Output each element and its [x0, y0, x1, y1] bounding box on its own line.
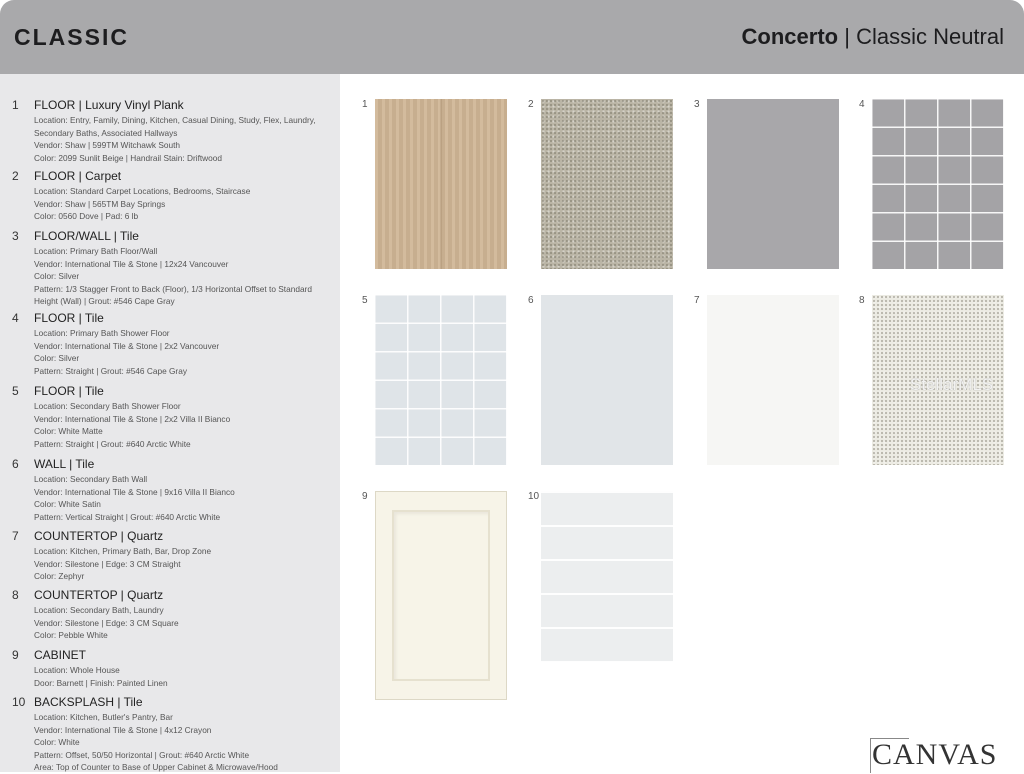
item-details [34, 604, 334, 642]
swatch-number: 3 [694, 99, 700, 110]
item-details [34, 473, 334, 523]
item-title: FLOOR | Carpet [34, 169, 122, 183]
detail-line: Area: Top of Counter to Base of Upper Cabinet & Microwave/Hood [34, 762, 278, 773]
detail-line: Color: 2099 Sunlit Beige | Handrail Stain: Driftwood [34, 152, 223, 163]
detail-line: Location: Secondary Bath Shower Floor [34, 401, 181, 411]
swatch-5 [375, 295, 507, 465]
swatch-1 [375, 99, 507, 269]
swatch-4 [872, 99, 1004, 269]
detail-line: Color: White Matte [34, 426, 103, 437]
item-title: FLOOR/WALL | Tile [34, 229, 139, 243]
swatch-number: 7 [694, 295, 700, 306]
detail-line: Pattern: Offset, 50/50 Horizontal | Grout: #640 Arctic White [34, 749, 250, 760]
item-title: FLOOR | Luxury Vinyl Plank [34, 98, 184, 112]
detail-line: Pattern: Vertical Straight | Grout: #640 Arctic White [34, 511, 221, 522]
detail-line: Color: Pebble White [34, 630, 108, 641]
detail-line: Vendor: International Tile & Stone | 9x16 Villa II Bianco [34, 486, 235, 497]
swatch-number: 8 [859, 295, 865, 306]
item-title: COUNTERTOP | Quartz [34, 588, 164, 602]
collection-name: Concerto [741, 24, 839, 49]
swatch-number: 1 [362, 99, 368, 110]
item-title: WALL | Tile [34, 457, 95, 471]
canvas-logo: CANVAS [872, 738, 998, 771]
item-number: 3 [12, 229, 19, 243]
item-details [34, 327, 334, 377]
item-details [34, 711, 334, 774]
item-title: FLOOR | Tile [34, 384, 104, 398]
detail-line: Location: Whole House [34, 665, 120, 675]
item-number: 5 [12, 384, 19, 398]
detail-line: Color: Silver [34, 271, 80, 282]
detail-line: Door: Barnett | Finish: Painted Linen [34, 677, 168, 688]
detail-line: Location: Primary Bath Shower Floor [34, 328, 170, 338]
item-details [34, 245, 334, 308]
detail-line: Location: Standard Carpet Locations, Bedrooms, Staircase [34, 186, 251, 196]
swatch-7 [707, 295, 839, 465]
swatch-3 [707, 99, 839, 269]
scheme-name: Classic Neutral [856, 24, 1004, 49]
detail-line: Color: White [34, 737, 80, 748]
selection-list [0, 74, 340, 772]
detail-line: Color: Zephyr [34, 571, 85, 582]
item-number: 9 [12, 648, 19, 662]
detail-line: Vendor: International Tile & Stone | 2x2 Villa II Bianco [34, 413, 231, 424]
swatch-number: 4 [859, 99, 865, 110]
swatch-9 [375, 491, 507, 700]
detail-line: Vendor: Silestone | Edge: 3 CM Square [34, 617, 179, 628]
item-title: COUNTERTOP | Quartz [34, 529, 164, 543]
detail-line: Location: Kitchen, Primary Bath, Bar, Drop Zone [34, 546, 212, 556]
item-details [34, 545, 334, 583]
swatch-6 [541, 295, 673, 465]
detail-line: Location: Primary Bath Floor/Wall [34, 246, 158, 256]
detail-line: Vendor: Shaw | 599TM Witchawk South [34, 140, 181, 151]
swatch-number: 5 [362, 295, 368, 306]
detail-line: Pattern: Straight | Grout: #546 Cape Gray [34, 365, 187, 376]
cabinet-door-panel [392, 510, 490, 681]
item-number: 6 [12, 457, 19, 471]
item-details [34, 664, 334, 689]
detail-line: Vendor: International Tile & Stone | 12x24 Vancouver [34, 258, 229, 269]
detail-line: Color: 0560 Dove | Pad: 6 lb [34, 211, 139, 222]
item-title: FLOOR | Tile [34, 311, 104, 325]
detail-line: Vendor: International Tile & Stone | 2x2 Vancouver [34, 340, 220, 351]
item-number: 2 [12, 169, 19, 183]
collection-title [742, 24, 1004, 50]
item-number: 4 [12, 311, 19, 325]
detail-line: Pattern: Straight | Grout: #640 Arctic White [34, 438, 191, 449]
swatch-number: 10 [528, 491, 540, 502]
detail-line: Location: Entry, Family, Dining, Kitchen, Casual Dining, Study, Flex, Laundry, Secondary Baths, Associated Hallways [34, 115, 316, 138]
header [0, 0, 1024, 74]
detail-line: Vendor: Shaw | 565TM Bay Springs [34, 198, 166, 209]
item-details [34, 185, 334, 223]
separator: | [838, 24, 857, 49]
detail-line: Vendor: Silestone | Edge: 3 CM Straight [34, 558, 181, 569]
detail-line: Color: White Satin [34, 499, 101, 510]
swatch-number: 9 [362, 491, 368, 502]
detail-line: Color: Silver [34, 353, 80, 364]
item-number: 1 [12, 98, 19, 112]
swatch-number: 6 [528, 295, 534, 306]
item-number: 10 [12, 695, 26, 709]
detail-line: Pattern: 1/3 Stagger Front to Back (Floor), 1/3 Horizontal Offset to Standard Height (Wall) | Grout: #546 Cape Gray [34, 283, 312, 307]
detail-line: Vendor: International Tile & Stone | 4x12 Crayon [34, 724, 212, 735]
detail-line: Location: Kitchen, Butler's Pantry, Bar [34, 712, 173, 722]
brand-title: CLASSIC [14, 24, 129, 50]
item-number: 8 [12, 588, 19, 602]
item-details [34, 114, 334, 164]
swatch-number: 2 [528, 99, 534, 110]
item-title: BACKSPLASH | Tile [34, 695, 143, 709]
detail-line: Location: Secondary Bath Wall [34, 474, 148, 484]
swatch-2 [541, 99, 673, 269]
detail-line: Location: Secondary Bath, Laundry [34, 605, 164, 615]
item-title: CABINET [34, 648, 87, 662]
swatch-10 [541, 491, 673, 662]
item-number: 7 [12, 529, 19, 543]
watermark: StellarMLS [910, 375, 994, 394]
item-details [34, 400, 334, 450]
